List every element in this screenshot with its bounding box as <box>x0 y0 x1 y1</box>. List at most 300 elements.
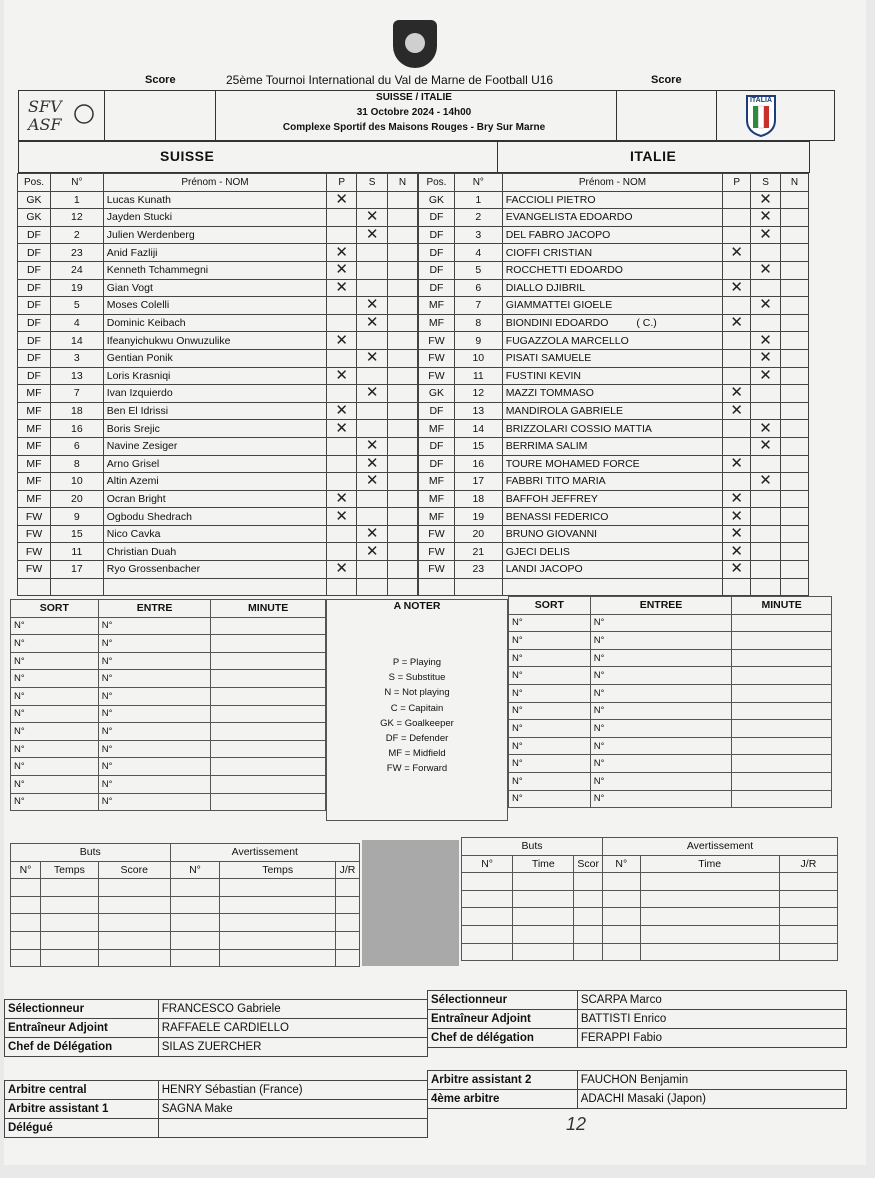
not-playing-mark <box>388 244 418 262</box>
event-cell <box>98 914 170 932</box>
sub-out-number: N° <box>11 705 99 723</box>
staff-label: Entraîneur Adjoint <box>428 1010 578 1029</box>
player-name-cell <box>103 385 326 403</box>
not-playing-mark <box>781 473 809 491</box>
player-name: DIALLO DJIBRIL <box>505 281 586 294</box>
not-playing-mark <box>388 508 418 526</box>
svg-text:SFV: SFV <box>28 97 62 116</box>
suisse-events-table <box>10 843 360 967</box>
player-position: DF <box>419 226 455 244</box>
empty-cell <box>419 578 455 596</box>
substitute-mark: ✕ <box>357 525 388 543</box>
substitute-mark <box>357 191 388 209</box>
sub-in-number: N° <box>590 684 732 702</box>
substitute-mark: ✕ <box>751 473 781 491</box>
sub-in-number: N° <box>98 793 211 811</box>
sub-minute <box>211 793 326 811</box>
substitute-mark <box>357 261 388 279</box>
event-cell <box>220 914 336 932</box>
col-p: P <box>327 174 357 192</box>
sub-out-number: N° <box>509 667 591 685</box>
col-name: Prénom - NOM <box>103 174 326 192</box>
player-name-cell <box>103 332 326 350</box>
player-row <box>18 455 418 473</box>
player-number: 21 <box>454 543 502 561</box>
player-row <box>18 279 418 297</box>
player-number: 23 <box>50 244 103 262</box>
sub-in-number: N° <box>590 790 732 808</box>
player-row <box>18 367 418 385</box>
staff-label: Arbitre assistant 1 <box>5 1100 159 1119</box>
col-n: N <box>388 174 418 192</box>
event-cell <box>574 908 603 926</box>
player-name-cell <box>502 191 723 209</box>
player-row <box>419 508 809 526</box>
event-cell <box>98 879 170 897</box>
staff-value: SILAS ZUERCHER <box>158 1038 427 1057</box>
suisse-staff-table <box>4 999 428 1057</box>
player-row <box>18 191 418 209</box>
sub-out-number: N° <box>509 755 591 773</box>
player-name: Gian Vogt <box>106 281 153 294</box>
substitute-mark: ✕ <box>751 367 781 385</box>
player-row <box>419 244 809 262</box>
player-position: DF <box>18 261 51 279</box>
player-name: GJECI DELIS <box>505 545 570 558</box>
substitute-mark: ✕ <box>751 420 781 438</box>
sub-minute <box>732 772 832 790</box>
player-name-cell <box>103 297 326 315</box>
suisse-title-box <box>18 141 498 173</box>
events-group-row <box>11 844 360 862</box>
substitute-mark: ✕ <box>751 332 781 350</box>
substitute-mark: ✕ <box>357 314 388 332</box>
event-cell <box>640 925 779 943</box>
player-number: 2 <box>50 226 103 244</box>
player-position: MF <box>18 437 51 455</box>
legend-item: C = Capitain <box>390 702 444 714</box>
player-name: BERRIMA SALIM <box>505 440 588 453</box>
player-name-cell <box>502 279 723 297</box>
player-row <box>419 385 809 403</box>
player-name-cell <box>103 437 326 455</box>
officials-left-table <box>4 1080 428 1138</box>
col-minute: MINUTE <box>211 600 326 618</box>
player-name-cell <box>103 525 326 543</box>
not-playing-mark <box>388 455 418 473</box>
playing-mark: ✕ <box>723 525 751 543</box>
player-number: 12 <box>50 209 103 227</box>
player-row <box>18 420 418 438</box>
player-number: 18 <box>50 402 103 420</box>
playing-mark <box>327 385 357 403</box>
playing-mark: ✕ <box>723 244 751 262</box>
substitution-row <box>11 617 326 635</box>
event-col-header: Temps <box>40 861 98 879</box>
event-cell <box>779 943 837 961</box>
col-entre: ENTRE <box>98 600 211 618</box>
event-cell <box>462 873 513 891</box>
player-name: Ogbodu Shedrach <box>106 510 192 523</box>
sub-out-number: N° <box>509 702 591 720</box>
sub-out-number: N° <box>509 772 591 790</box>
sub-in-number: N° <box>98 758 211 776</box>
sub-minute <box>211 617 326 635</box>
player-row <box>419 420 809 438</box>
player-name: Kenneth Tchammegni <box>106 264 209 277</box>
player-number: 8 <box>50 455 103 473</box>
sub-minute <box>211 635 326 653</box>
player-number: 23 <box>454 561 502 579</box>
player-position: DF <box>18 244 51 262</box>
sub-minute <box>211 775 326 793</box>
sub-out-number: N° <box>11 635 99 653</box>
legend-item: DF = Defender <box>385 733 449 745</box>
playing-mark: ✕ <box>327 279 357 297</box>
playing-mark: ✕ <box>327 367 357 385</box>
playing-mark <box>327 455 357 473</box>
player-name: FACCIOLI PIETRO <box>505 193 596 206</box>
match-venue: Complexe Sportif des Maisons Rouges - Bry Sur Marne <box>282 122 546 133</box>
staff-row <box>428 1010 847 1029</box>
not-playing-mark <box>781 209 809 227</box>
substitution-row <box>509 684 832 702</box>
staff-row <box>428 1029 847 1048</box>
col-num: N° <box>50 174 103 192</box>
substitution-row <box>11 723 326 741</box>
player-name-cell <box>502 455 723 473</box>
player-name: MANDIROLA GABRIELE <box>505 405 623 418</box>
event-cell <box>574 925 603 943</box>
not-playing-mark <box>781 420 809 438</box>
substitute-mark <box>751 314 781 332</box>
sub-in-number: N° <box>590 755 732 773</box>
player-row <box>18 226 418 244</box>
playing-mark: ✕ <box>723 455 751 473</box>
substitute-mark <box>357 561 388 579</box>
player-name-cell <box>103 314 326 332</box>
player-row <box>18 314 418 332</box>
sub-out-number: N° <box>11 758 99 776</box>
player-number: 5 <box>50 297 103 315</box>
substitute-mark <box>357 508 388 526</box>
staff-label: Sélectionneur <box>5 1000 159 1019</box>
substitute-mark <box>751 385 781 403</box>
player-name: Ryo Grossenbacher <box>106 563 201 576</box>
not-playing-mark <box>781 543 809 561</box>
staff-label: 4ème arbitre <box>428 1090 578 1109</box>
player-name-cell <box>103 191 326 209</box>
not-playing-mark <box>781 244 809 262</box>
staff-label: Délégué <box>5 1119 159 1138</box>
player-number: 9 <box>50 508 103 526</box>
sub-out-number: N° <box>11 723 99 741</box>
player-name: Loris Krasniqi <box>106 369 171 382</box>
event-col-header: N° <box>462 855 513 873</box>
not-playing-mark <box>781 314 809 332</box>
match-info <box>214 90 614 135</box>
player-name: CIOFFI CRISTIAN <box>505 246 593 259</box>
substitution-row <box>509 632 832 650</box>
not-playing-mark <box>388 420 418 438</box>
player-name: Gentian Ponik <box>106 352 173 365</box>
event-cell <box>513 890 574 908</box>
substitution-row <box>11 740 326 758</box>
player-row <box>18 525 418 543</box>
event-cell <box>462 890 513 908</box>
player-row <box>419 455 809 473</box>
playing-mark: ✕ <box>327 191 357 209</box>
substitute-mark <box>751 543 781 561</box>
sub-minute <box>211 687 326 705</box>
col-p: P <box>723 174 751 192</box>
playing-mark <box>723 209 751 227</box>
sub-in-number: N° <box>98 705 211 723</box>
sub-minute <box>732 632 832 650</box>
event-cell <box>170 949 220 967</box>
player-name: Christian Duah <box>106 545 177 558</box>
player-number: 19 <box>454 508 502 526</box>
playing-mark: ✕ <box>327 561 357 579</box>
player-row <box>419 349 809 367</box>
substitute-mark: ✕ <box>357 297 388 315</box>
not-playing-mark <box>781 191 809 209</box>
event-cell <box>11 949 41 967</box>
sub-out-number: N° <box>509 632 591 650</box>
substitute-mark <box>357 279 388 297</box>
playing-mark: ✕ <box>723 314 751 332</box>
player-name-cell <box>502 561 723 579</box>
player-row <box>18 402 418 420</box>
staff-value <box>158 1119 427 1138</box>
player-number: 13 <box>454 402 502 420</box>
not-playing-mark <box>781 490 809 508</box>
substitution-row <box>11 758 326 776</box>
player-number: 19 <box>50 279 103 297</box>
player-position: DF <box>18 297 51 315</box>
sub-minute <box>732 755 832 773</box>
player-number: 14 <box>50 332 103 350</box>
player-position: MF <box>419 314 455 332</box>
event-row <box>462 908 838 926</box>
staff-row <box>428 1071 847 1090</box>
substitution-row <box>11 775 326 793</box>
col-pos: Pos. <box>419 174 455 192</box>
event-cell <box>513 943 574 961</box>
not-playing-mark <box>388 525 418 543</box>
playing-mark: ✕ <box>723 490 751 508</box>
playing-mark: ✕ <box>327 420 357 438</box>
player-position: GK <box>419 191 455 209</box>
player-position: FW <box>419 349 455 367</box>
player-row <box>18 437 418 455</box>
not-playing-mark <box>781 508 809 526</box>
empty-cell <box>502 578 723 596</box>
player-name: Moses Colelli <box>106 299 170 312</box>
empty-cell <box>357 578 388 596</box>
substitute-mark <box>357 367 388 385</box>
player-name-cell <box>103 244 326 262</box>
sub-minute <box>732 790 832 808</box>
event-cell <box>170 879 220 897</box>
substitute-mark: ✕ <box>751 437 781 455</box>
sub-out-number: N° <box>11 775 99 793</box>
player-number: 11 <box>50 543 103 561</box>
sub-out-number: N° <box>11 617 99 635</box>
player-number: 6 <box>454 279 502 297</box>
substitution-row <box>509 614 832 632</box>
player-name-cell <box>103 261 326 279</box>
player-number: 18 <box>454 490 502 508</box>
playing-mark: ✕ <box>327 244 357 262</box>
substitute-mark <box>751 455 781 473</box>
event-row <box>11 949 360 967</box>
roster-header-row <box>419 174 809 192</box>
sub-out-number: N° <box>509 614 591 632</box>
player-row <box>18 490 418 508</box>
staff-row <box>5 1100 428 1119</box>
sub-minute <box>732 614 832 632</box>
staff-value: ADACHI Masaki (Japon) <box>577 1090 846 1109</box>
staff-value: FERAPPI Fabio <box>577 1029 846 1048</box>
substitute-mark: ✕ <box>357 385 388 403</box>
player-name: Anid Fazliji <box>106 246 158 259</box>
sub-in-number: N° <box>98 635 211 653</box>
player-name: BENASSI FEDERICO <box>505 510 609 523</box>
player-row <box>419 209 809 227</box>
not-playing-mark <box>781 261 809 279</box>
substitute-mark <box>751 402 781 420</box>
empty-cell <box>751 578 781 596</box>
col-sort: SORT <box>11 600 99 618</box>
blurred-area <box>362 840 459 966</box>
player-position: FW <box>419 543 455 561</box>
player-name-cell <box>502 490 723 508</box>
playing-mark <box>723 473 751 491</box>
legend-item: S = Substitue <box>388 672 446 684</box>
not-playing-mark <box>388 561 418 579</box>
playing-mark: ✕ <box>327 402 357 420</box>
event-cell <box>335 879 359 897</box>
player-name-cell <box>103 279 326 297</box>
event-cell <box>603 890 641 908</box>
player-position: FW <box>18 543 51 561</box>
sub-minute <box>732 649 832 667</box>
empty-row <box>18 578 418 596</box>
player-position: FW <box>18 525 51 543</box>
player-name-cell <box>502 543 723 561</box>
swiss-federation-logo-icon <box>26 94 98 136</box>
player-name-cell <box>103 508 326 526</box>
col-num: N° <box>454 174 502 192</box>
event-cell <box>574 943 603 961</box>
player-name: Altin Azemi <box>106 475 159 488</box>
player-name: LANDI JACOPO <box>505 563 583 576</box>
not-playing-mark <box>388 209 418 227</box>
event-row <box>11 879 360 897</box>
event-cell <box>11 931 41 949</box>
event-row <box>462 943 838 961</box>
playing-mark <box>723 191 751 209</box>
player-row <box>419 525 809 543</box>
player-number: 12 <box>454 385 502 403</box>
sub-minute <box>211 670 326 688</box>
score-label-left: Score <box>145 74 176 86</box>
player-number: 17 <box>454 473 502 491</box>
playing-mark <box>723 297 751 315</box>
player-position: GK <box>419 385 455 403</box>
player-name: DEL FABRO JACOPO <box>505 229 611 242</box>
event-cell <box>98 949 170 967</box>
staff-row <box>5 1081 428 1100</box>
suisse-roster-table <box>17 173 418 596</box>
event-col-header: J/R <box>779 855 837 873</box>
player-name: BRIZZOLARI COSSIO MATTIA <box>505 422 652 435</box>
event-cell <box>574 890 603 908</box>
player-name: Ivan Izquierdo <box>106 387 173 400</box>
sub-minute <box>732 684 832 702</box>
player-position: DF <box>419 279 455 297</box>
legend-item: MF = Midfield <box>388 748 446 760</box>
staff-value: FRANCESCO Gabriele <box>158 1000 427 1019</box>
substitute-mark <box>751 561 781 579</box>
not-playing-mark <box>388 261 418 279</box>
player-name-cell <box>103 349 326 367</box>
player-number: 20 <box>454 525 502 543</box>
event-cell <box>11 896 41 914</box>
event-cell <box>220 896 336 914</box>
player-row <box>419 543 809 561</box>
player-position: FW <box>419 561 455 579</box>
substitution-row <box>509 737 832 755</box>
player-row <box>419 279 809 297</box>
player-row <box>18 561 418 579</box>
not-playing-mark <box>388 314 418 332</box>
player-position: DF <box>419 455 455 473</box>
legend <box>327 655 507 777</box>
player-name-cell <box>502 226 723 244</box>
playing-mark <box>327 473 357 491</box>
player-number: 1 <box>454 191 502 209</box>
event-row <box>11 896 360 914</box>
event-row <box>462 890 838 908</box>
avertissement-header: Avertissement <box>603 838 838 856</box>
event-row <box>11 914 360 932</box>
player-name-cell <box>502 367 723 385</box>
svg-text:ASF: ASF <box>28 115 62 134</box>
staff-row <box>428 991 847 1010</box>
substitution-row <box>11 670 326 688</box>
player-row <box>18 244 418 262</box>
substitute-mark: ✕ <box>751 226 781 244</box>
player-number: 3 <box>454 226 502 244</box>
italy-crest-text: ITALIA <box>749 97 773 104</box>
col-n: N <box>781 174 809 192</box>
substitution-row <box>509 702 832 720</box>
player-position: DF <box>18 367 51 385</box>
event-cell <box>779 873 837 891</box>
player-position: MF <box>419 508 455 526</box>
player-position: MF <box>18 473 51 491</box>
sub-in-number: N° <box>98 617 211 635</box>
sub-in-number: N° <box>98 740 211 758</box>
player-number: 16 <box>454 455 502 473</box>
playing-mark: ✕ <box>723 508 751 526</box>
event-cell <box>170 914 220 932</box>
playing-mark: ✕ <box>723 402 751 420</box>
col-s: S <box>357 174 388 192</box>
not-playing-mark <box>388 543 418 561</box>
